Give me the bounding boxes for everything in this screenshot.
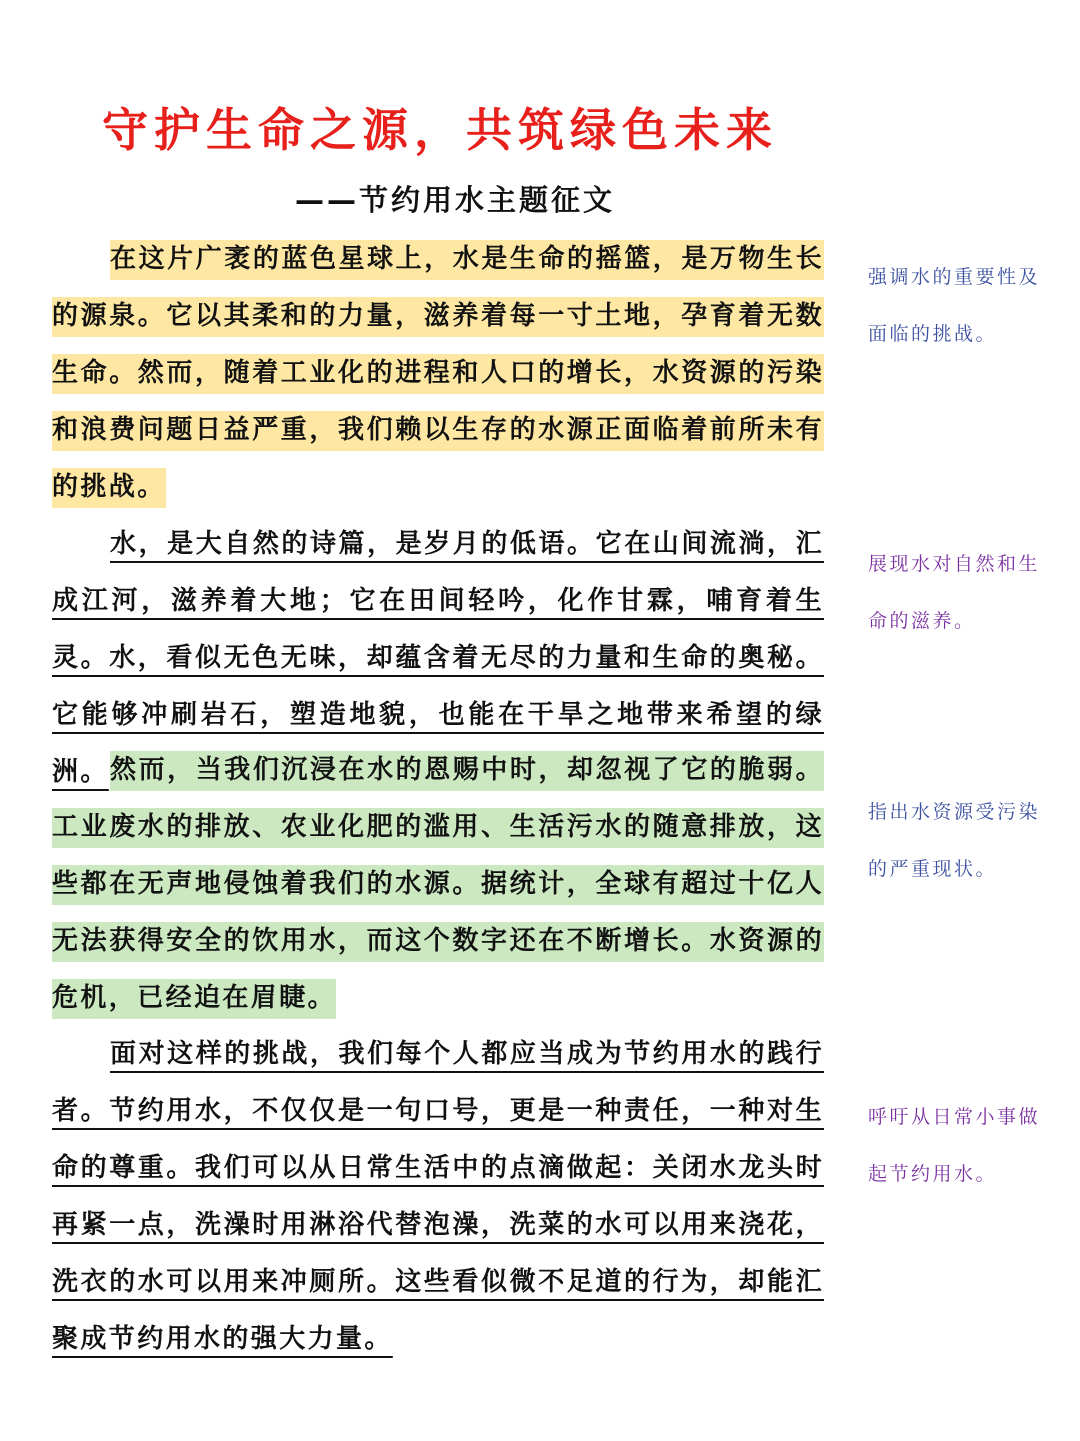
margin-note-1: 强调水的重要性及面临的挑战。 bbox=[868, 266, 1041, 345]
margin-note-4: 呼吁从日常小事做起节约用水。 bbox=[868, 1106, 1041, 1185]
paragraph-1-text: 在这片广袤的蓝色星球上，水是生命的摇篮，是万物生长的源泉。它以其柔和的力量，滋养着每一寸土地，孕育着无数生命。然而，随着工业化的进程和人口的增长，水资源的污染和浪费问题日益严重，我们赖以生存的水源正面临着前所未有的挑战。 bbox=[52, 240, 824, 508]
essay-subtitle bbox=[0, 178, 880, 222]
essay-title: 守护生命之源，共筑绿色未来 bbox=[102, 103, 778, 157]
margin-note-3: 指出水资源受污染的严重现状。 bbox=[868, 801, 1041, 880]
paragraph-3 bbox=[52, 742, 824, 1027]
paragraph-2-text: 水，是大自然的诗篇，是岁月的低语。它在山间流淌，汇成江河，滋养着大地；它在田间轻吟，化作甘霖，哺育着生灵。水，看似无色无味，却蕴含着无尽的力量和生命的奥秘。它能够冲刷岩石，塑造地貌，也能在干旱之地带来希望的绿洲。 bbox=[52, 529, 824, 787]
paragraph-4-text: 面对这样的挑战，我们每个人都应当成为节约用水的践行者。节约用水，不仅仅是一句口号，更是一种责任，一种对生命的尊重。我们可以从日常生活中的点滴做起：关闭水龙头时再紧一点，洗澡时用淋浴代替泡澡，洗菜的水可以用来浇花，洗衣的水可以用来冲厕所。这些看似微不足道的行为，却能汇聚成节约用水的强大力量。 bbox=[52, 1039, 824, 1354]
paragraph-3-text: 然而，当我们沉浸在水的恩赐中时，却忽视了它的脆弱。工业废水的排放、农业化肥的滥用、生活污水的随意排放，这些都在无声地侵蚀着我们的水源。据统计，全球有超过十亿人无法获得安全的饮用水，而这个数字还在不断增长。水资源的危机，已经迫在眉睫。 bbox=[52, 751, 824, 1019]
margin-note-2: 展现水对自然和生命的滋养。 bbox=[868, 553, 1041, 632]
paragraph-1 bbox=[52, 231, 824, 516]
paragraph-4 bbox=[52, 1026, 824, 1368]
subtitle-text: ——节约用水主题征文 bbox=[294, 183, 615, 217]
